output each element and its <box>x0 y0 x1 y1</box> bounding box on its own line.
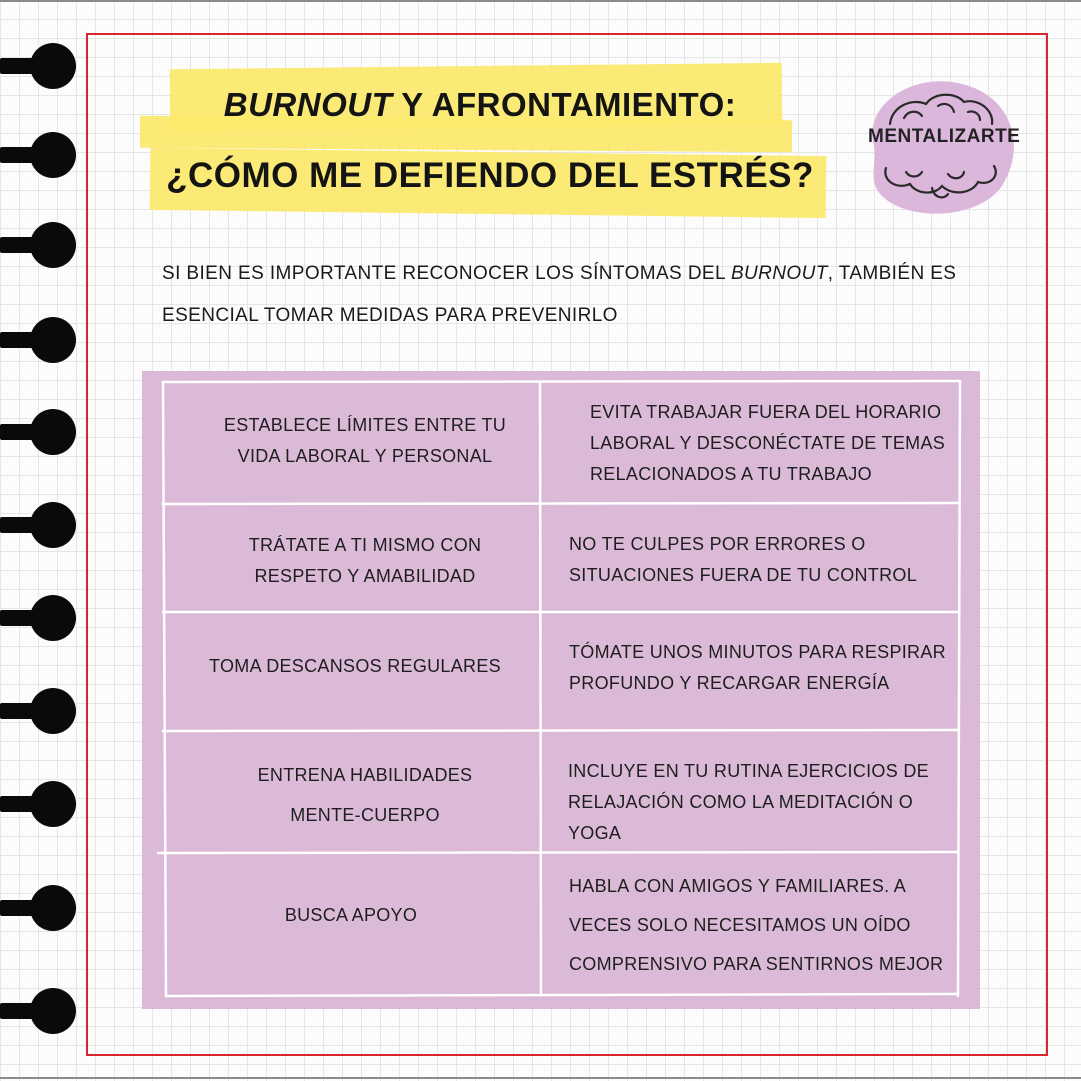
detail-line: RELACIONADOS A TU TRABAJO <box>590 464 872 484</box>
detail-line: HABLA CON AMIGOS Y FAMILIARES. A <box>569 876 907 896</box>
page-title-line-2: ¿CÓMO ME DEFIENDO DEL ESTRÉS? <box>166 156 814 195</box>
tip-line: VIDA LABORAL Y PERSONAL <box>237 446 493 466</box>
table-row-1-tip <box>180 410 550 472</box>
intro-line-2: ESENCIAL TOMAR MEDIDAS PARA PREVENIRLO <box>162 305 618 326</box>
tip-line: ESTABLECE LÍMITES ENTRE TU <box>223 415 507 435</box>
detail-line: INCLUYE EN TU RUTINA EJERCICIOS DE <box>568 761 929 781</box>
table-row-3-detail <box>569 637 954 699</box>
table-row-5-tip <box>166 900 536 931</box>
table-row-5-detail <box>569 867 959 984</box>
table-row-4-detail <box>568 756 958 849</box>
detail-line: SITUACIONES FUERA DE TU CONTROL <box>569 565 918 585</box>
tip-line: MENTE-CUERPO <box>290 805 440 825</box>
tip-line: BUSCA APOYO <box>284 905 418 925</box>
table-row-4-tip <box>180 755 550 835</box>
table-row-1-detail <box>590 397 960 490</box>
detail-line: EVITA TRABAJAR FUERA DEL HORARIO <box>590 402 942 422</box>
table-row-3-tip <box>170 651 540 682</box>
tip-line: TRÁTATE A TI MISMO CON <box>248 535 482 555</box>
detail-line: LABORAL Y DESCONÉCTATE DE TEMAS <box>590 433 946 453</box>
detail-line: PROFUNDO Y RECARGAR ENERGÍA <box>569 673 890 693</box>
title-rest: Y AFRONTAMIENTO: <box>392 86 737 123</box>
table-row-2-detail <box>569 529 954 591</box>
logo-text: MENTALIZARTE <box>868 126 1021 147</box>
tip-line: TOMA DESCANSOS REGULARES <box>209 656 501 676</box>
intro-text: , TAMBIÉN ES <box>827 263 957 284</box>
detail-line: NO TE CULPES POR ERRORES O <box>569 534 866 554</box>
table-row-2-tip <box>180 530 550 592</box>
title-burnout: BURNOUT <box>223 86 393 123</box>
detail-line: TÓMATE UNOS MINUTOS PARA RESPIRAR <box>569 642 946 662</box>
tip-line: RESPETO Y AMABILIDAD <box>254 566 476 586</box>
intro-text: SI BIEN ES IMPORTANTE RECONOCER LOS SÍNTOMAS DEL <box>162 263 731 284</box>
detail-line: VECES SOLO NECESITAMOS UN OÍDO <box>569 915 911 935</box>
intro-burnout: BURNOUT <box>730 263 828 284</box>
detail-line: RELAJACIÓN COMO LA MEDITACIÓN O YOGA <box>568 792 914 843</box>
tip-line: ENTRENA HABILIDADES <box>257 765 473 785</box>
detail-line: COMPRENSIVO PARA SENTIRNOS MEJOR <box>569 954 944 974</box>
